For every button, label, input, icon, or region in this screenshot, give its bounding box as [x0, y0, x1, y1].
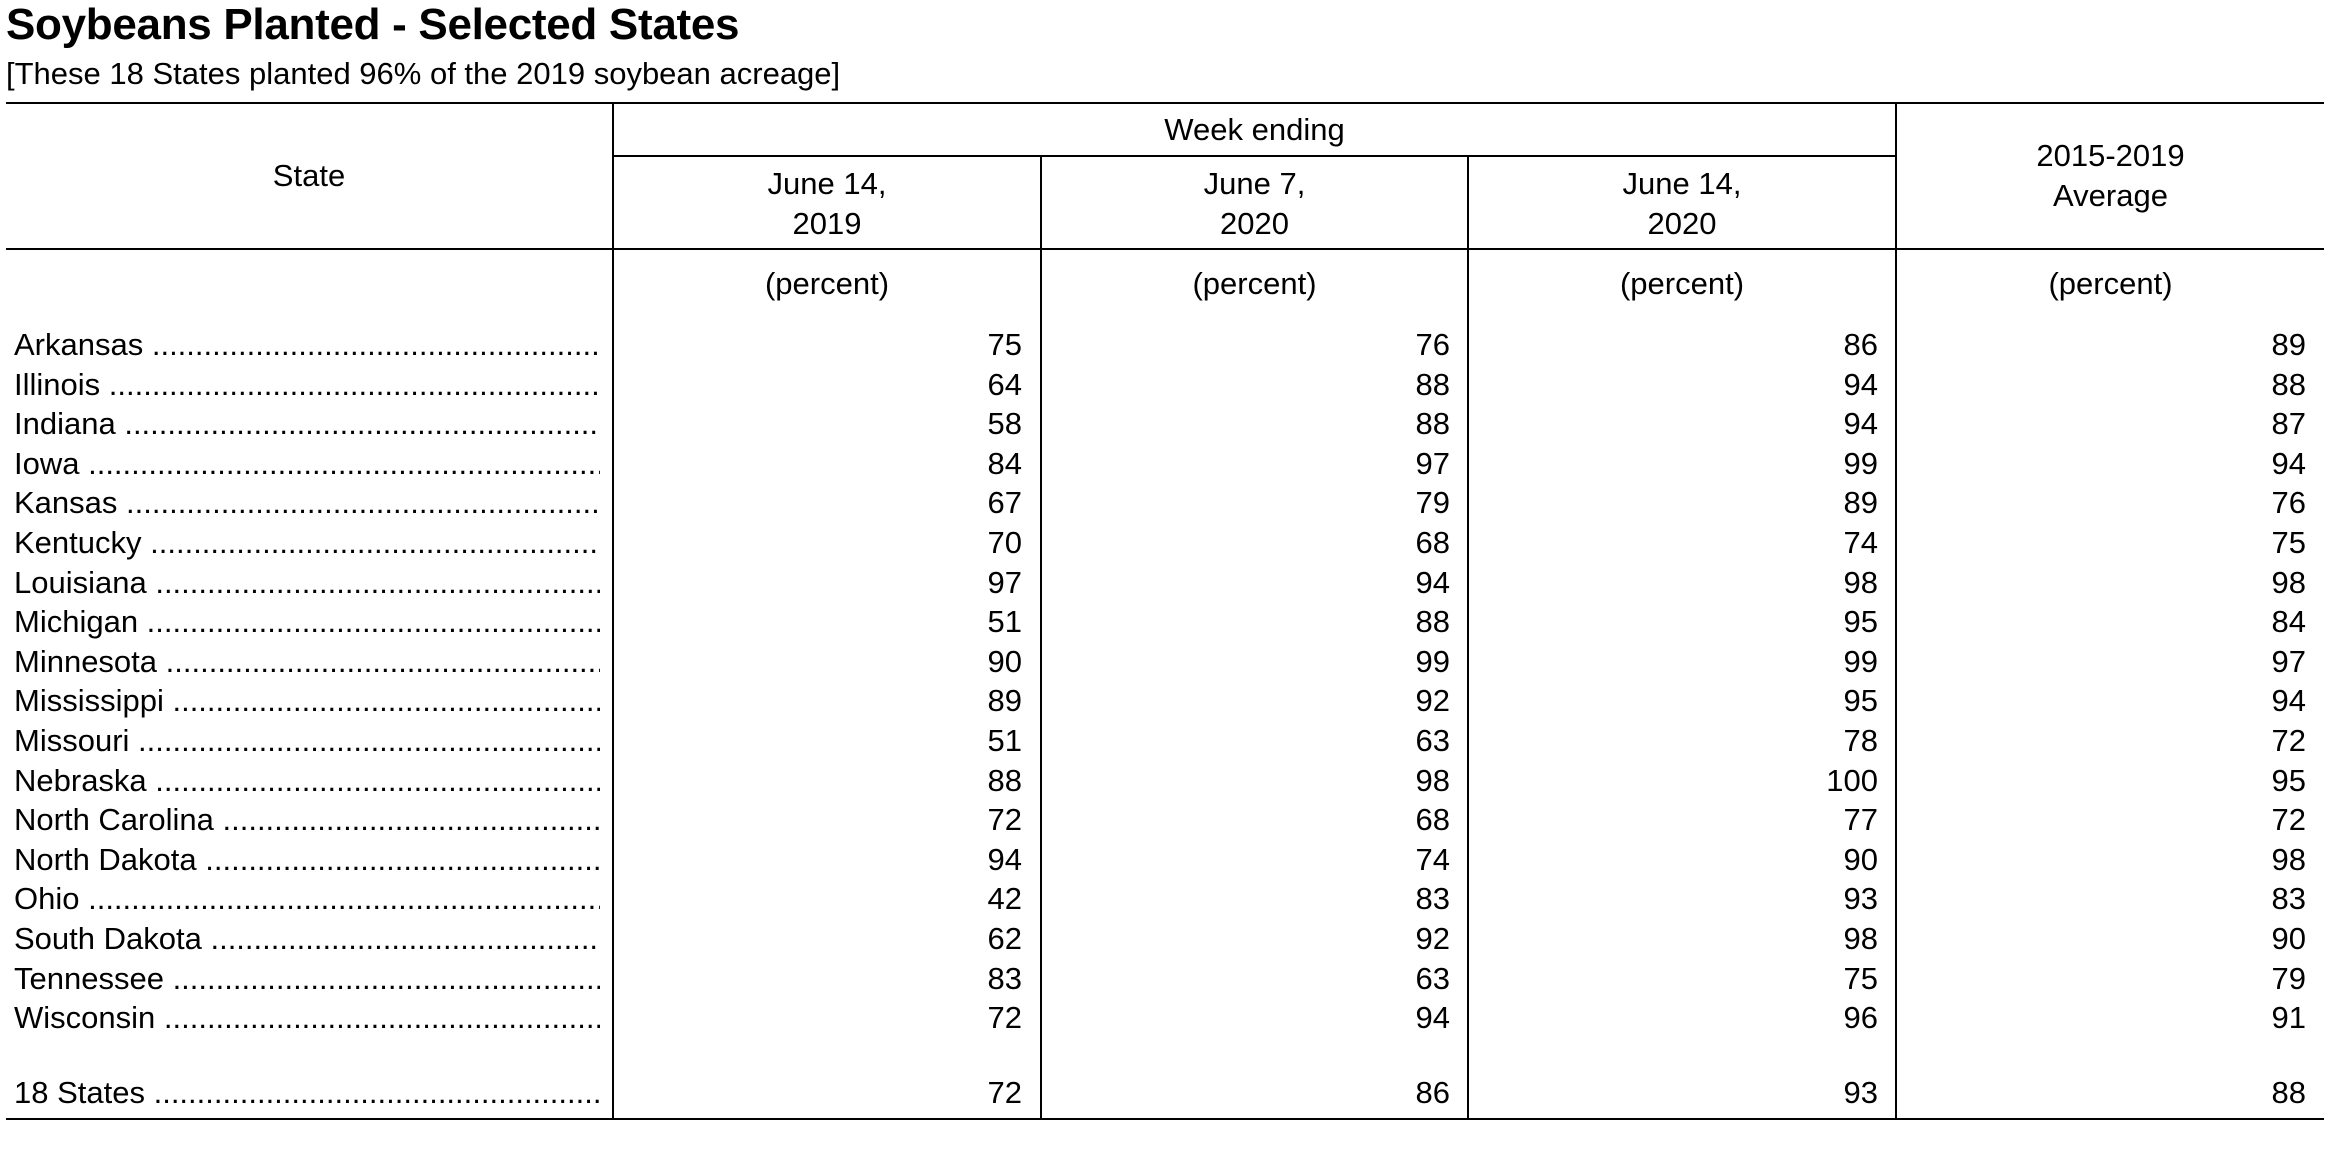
- value-june-14-2019: 88: [987, 762, 1022, 798]
- value-june-7-2020: 88: [1415, 366, 1450, 402]
- value-june-7-2020: 68: [1415, 802, 1450, 838]
- table-row: [0, 721, 2328, 761]
- table-row: [0, 642, 2328, 682]
- table-row: [0, 523, 2328, 563]
- state-name: Wisconsin .....: [14, 998, 600, 1038]
- value-june-7-2020: 86: [1415, 1075, 1450, 1110]
- value-june-14-2019: 62: [987, 921, 1022, 956]
- table-row: [0, 761, 2328, 801]
- value-average: 75: [2271, 525, 2306, 560]
- value-june-14-2020: 74: [1843, 525, 1878, 560]
- value-june-14-2019: 97: [987, 564, 1022, 600]
- table-bottom-rule: [6, 1118, 2324, 1120]
- header-bottom-rule: [6, 248, 2324, 250]
- value-june-14-2020: 78: [1843, 723, 1878, 758]
- value-june-7-2020: 74: [1415, 841, 1450, 877]
- page-subtitle: [These 18 States planted 96% of the 2019 soybean acreage]: [6, 56, 841, 91]
- state-name: Iowa .....: [14, 444, 600, 484]
- table-row: [0, 365, 2328, 405]
- table-row: [0, 879, 2328, 919]
- state-name: Minnesota .....: [14, 642, 600, 682]
- table-row: [0, 404, 2328, 444]
- value-average: 76: [2271, 485, 2306, 521]
- value-june-14-2020: 94: [1843, 366, 1878, 402]
- value-june-7-2020: 68: [1415, 525, 1450, 560]
- value-june-14-2019: 94: [987, 841, 1022, 877]
- value-june-7-2020: 98: [1415, 762, 1450, 798]
- week-ending-header: Week ending: [1164, 112, 1345, 147]
- value-june-7-2020: 63: [1415, 723, 1450, 758]
- state-name: Indiana .....: [14, 404, 600, 444]
- state-name: Kentucky .....: [14, 523, 600, 563]
- value-june-14-2019: 51: [987, 604, 1022, 640]
- unit-label: (percent): [2048, 266, 2173, 301]
- value-june-14-2019: 83: [987, 960, 1022, 996]
- state-name: Missouri .....: [14, 721, 600, 761]
- value-average: 90: [2271, 921, 2306, 956]
- value-june-14-2020: 99: [1843, 643, 1878, 679]
- value-june-14-2020: 86: [1843, 327, 1878, 362]
- table-top-rule: [6, 102, 2324, 104]
- value-june-7-2020: 92: [1415, 683, 1450, 719]
- value-june-14-2019: 75: [987, 327, 1022, 362]
- value-june-7-2020: 63: [1415, 960, 1450, 996]
- value-average: 97: [2271, 643, 2306, 679]
- column-header-june-14-2020: June 14, 2020: [1622, 166, 1742, 241]
- total-row: [0, 1073, 2328, 1113]
- state-name: Mississippi .....: [14, 681, 600, 721]
- value-june-14-2019: 72: [987, 802, 1022, 838]
- value-june-14-2019: 67: [987, 485, 1022, 521]
- state-name: Nebraska .....: [14, 761, 600, 801]
- table-row: [0, 840, 2328, 880]
- value-june-7-2020: 97: [1415, 445, 1450, 481]
- value-june-14-2019: 90: [987, 643, 1022, 679]
- value-june-7-2020: 88: [1415, 604, 1450, 640]
- column-header-average: 2015-2019 Average: [2036, 138, 2185, 213]
- value-average: 83: [2271, 881, 2306, 917]
- table-row: [0, 800, 2328, 840]
- week-ending-rule: [613, 155, 1896, 157]
- value-june-7-2020: 83: [1415, 881, 1450, 917]
- value-june-14-2019: 64: [987, 366, 1022, 402]
- value-june-7-2020: 94: [1415, 1000, 1450, 1036]
- unit-label: (percent): [1619, 266, 1745, 301]
- value-june-14-2019: 72: [987, 1000, 1022, 1036]
- value-june-14-2020: 95: [1843, 604, 1878, 640]
- value-june-7-2020: 76: [1415, 327, 1450, 362]
- state-column-header: State: [272, 158, 346, 193]
- table-row: [0, 959, 2328, 999]
- value-average: 94: [2271, 683, 2306, 719]
- value-june-14-2020: 77: [1843, 802, 1878, 838]
- value-june-14-2019: 42: [987, 881, 1022, 917]
- state-name: 18 States .....: [14, 1073, 600, 1113]
- value-average: 79: [2271, 960, 2306, 996]
- state-name: Illinois .....: [14, 365, 600, 405]
- table-row: [0, 483, 2328, 523]
- value-june-14-2020: 98: [1843, 921, 1878, 956]
- state-name: Arkansas .....: [14, 325, 600, 365]
- value-average: 72: [2271, 802, 2306, 838]
- table-row: [0, 563, 2328, 603]
- page-title: Soybeans Planted - Selected States: [6, 0, 740, 49]
- value-june-14-2020: 90: [1843, 841, 1878, 877]
- table-row: [0, 444, 2328, 484]
- value-average: 88: [2271, 1075, 2306, 1110]
- state-name: Michigan .....: [14, 602, 600, 642]
- unit-label: (percent): [764, 266, 890, 301]
- value-average: 91: [2271, 1000, 2306, 1036]
- state-name: Kansas .....: [14, 483, 600, 523]
- state-name: North Carolina .....: [14, 800, 600, 840]
- value-june-14-2019: 58: [987, 406, 1022, 442]
- value-june-14-2019: 70: [987, 525, 1022, 560]
- state-name: South Dakota .....: [14, 919, 600, 959]
- value-average: 94: [2271, 445, 2306, 481]
- unit-label: (percent): [1192, 266, 1317, 301]
- value-june-14-2020: 99: [1843, 445, 1878, 481]
- table-row: [0, 325, 2328, 365]
- table-row: [0, 681, 2328, 721]
- state-name: Louisiana .....: [14, 563, 600, 603]
- value-june-14-2020: 75: [1843, 960, 1878, 996]
- value-june-14-2019: 89: [987, 683, 1022, 719]
- value-june-14-2019: 84: [987, 445, 1022, 481]
- value-june-7-2020: 88: [1415, 406, 1450, 442]
- value-average: 87: [2271, 406, 2306, 442]
- value-average: 88: [2271, 366, 2306, 402]
- column-header-june-7-2020: June 7, 2020: [1203, 166, 1306, 241]
- value-average: 84: [2271, 604, 2306, 640]
- table-row: [0, 602, 2328, 642]
- value-average: 98: [2271, 841, 2306, 877]
- value-june-7-2020: 94: [1415, 564, 1450, 600]
- value-average: 98: [2271, 564, 2306, 600]
- value-average: 95: [2271, 762, 2306, 798]
- value-june-7-2020: 92: [1415, 921, 1450, 956]
- value-june-14-2020: 95: [1843, 683, 1878, 719]
- value-june-14-2020: 94: [1843, 406, 1878, 442]
- state-name: Tennessee .....: [14, 959, 600, 999]
- value-june-14-2020: 96: [1843, 1000, 1878, 1036]
- value-june-14-2020: 93: [1843, 1075, 1878, 1110]
- value-june-14-2019: 51: [987, 723, 1022, 758]
- state-name: Ohio .....: [14, 879, 600, 919]
- value-june-7-2020: 79: [1415, 485, 1450, 521]
- table-row: [0, 998, 2328, 1038]
- value-june-7-2020: 99: [1415, 643, 1450, 679]
- value-june-14-2020: 100: [1826, 762, 1878, 798]
- value-june-14-2020: 93: [1843, 881, 1878, 917]
- value-average: 89: [2271, 327, 2306, 362]
- state-name: North Dakota .....: [14, 840, 600, 880]
- value-june-14-2020: 98: [1843, 564, 1878, 600]
- value-june-14-2019: 72: [987, 1075, 1022, 1110]
- column-header-june-14-2019: June 14, 2019: [767, 166, 887, 241]
- table-row: [0, 919, 2328, 959]
- value-june-14-2020: 89: [1843, 485, 1878, 521]
- value-average: 72: [2271, 723, 2306, 758]
